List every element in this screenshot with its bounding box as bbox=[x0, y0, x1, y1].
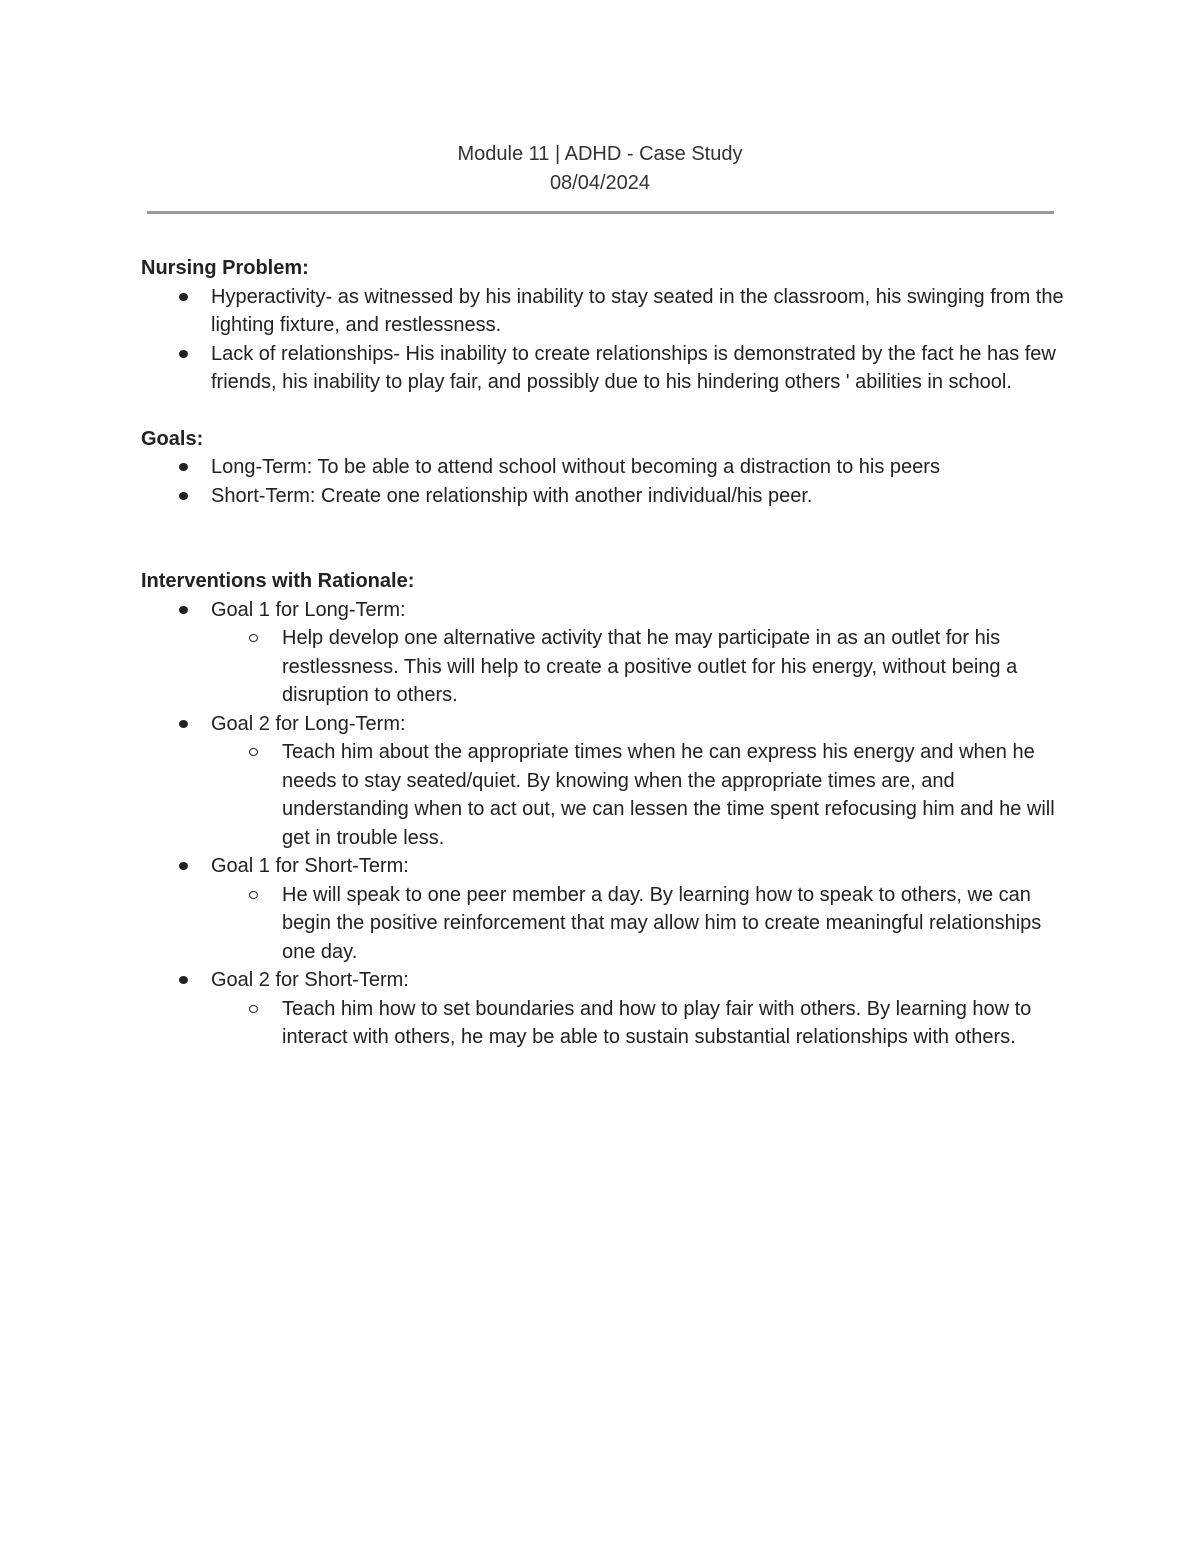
goals-section bbox=[141, 425, 1066, 511]
intervention-detail: Teach him how to set boundaries and how to play fair with others. By learning how to interact with others, he may be able to sustain substantial relationships with others. bbox=[211, 995, 1066, 1052]
header-divider bbox=[147, 211, 1054, 214]
intervention-item bbox=[141, 710, 1066, 853]
nursing-problem-section bbox=[141, 254, 1066, 397]
interventions-heading: Interventions with Rationale: bbox=[141, 570, 415, 592]
intervention-label: Goal 2 for Short-Term: bbox=[211, 969, 409, 991]
goals-heading: Goals: bbox=[141, 427, 204, 450]
document-date: 08/04/2024 bbox=[549, 172, 651, 194]
nursing-problem-heading: Nursing Problem: bbox=[141, 257, 309, 279]
intervention-label: Goal 1 for Short-Term: bbox=[211, 855, 409, 877]
intervention-label: Goal 1 for Long-Term: bbox=[211, 598, 406, 621]
goal-item: Short-Term: Create one relationship with another individual/his peer. bbox=[141, 482, 1066, 511]
intervention-sublist bbox=[211, 738, 1066, 852]
document-body bbox=[141, 254, 1066, 1052]
intervention-sublist bbox=[211, 881, 1066, 967]
intervention-detail: Help develop one alternative activity that he may participate in as an outlet for his restlessness. This will help to create a positive outlet for his energy, without being a disruption to others. bbox=[211, 624, 1066, 710]
intervention-item bbox=[141, 966, 1066, 1052]
interventions-list bbox=[141, 596, 1066, 1052]
intervention-label: Goal 2 for Long-Term: bbox=[211, 712, 406, 735]
interventions-section bbox=[141, 567, 1066, 1052]
nursing-problem-list bbox=[141, 283, 1066, 397]
goal-item: Long-Term: To be able to attend school without becoming a distraction to his peers bbox=[141, 453, 1066, 482]
goals-list bbox=[141, 453, 1066, 510]
intervention-sublist bbox=[211, 995, 1066, 1052]
intervention-sublist bbox=[211, 624, 1066, 710]
nursing-problem-item: Lack of relationships- His inability to create relationships is demonstrated by the fact he has few friends, his inability to play fair, and possibly due to his hindering others ' abilities in school. bbox=[141, 340, 1066, 397]
intervention-detail: He will speak to one peer member a day. By learning how to speak to others, we can begin the positive reinforcement that may allow him to create meaningful relationships one day. bbox=[211, 881, 1066, 967]
intervention-item bbox=[141, 852, 1066, 966]
intervention-detail: Teach him about the appropriate times when he can express his energy and when he needs to stay seated/quiet. By knowing when the appropriate times are, and understanding when to act out, we can lessen the time spent refocusing him and he will get in trouble less. bbox=[211, 738, 1066, 852]
document-header bbox=[0, 140, 1200, 198]
intervention-item bbox=[141, 596, 1066, 710]
document-title: Module 11 | ADHD - Case Study bbox=[457, 143, 743, 165]
nursing-problem-item: Hyperactivity- as witnessed by his inability to stay seated in the classroom, his swinging from the lighting fixture, and restlessness. bbox=[141, 283, 1066, 340]
